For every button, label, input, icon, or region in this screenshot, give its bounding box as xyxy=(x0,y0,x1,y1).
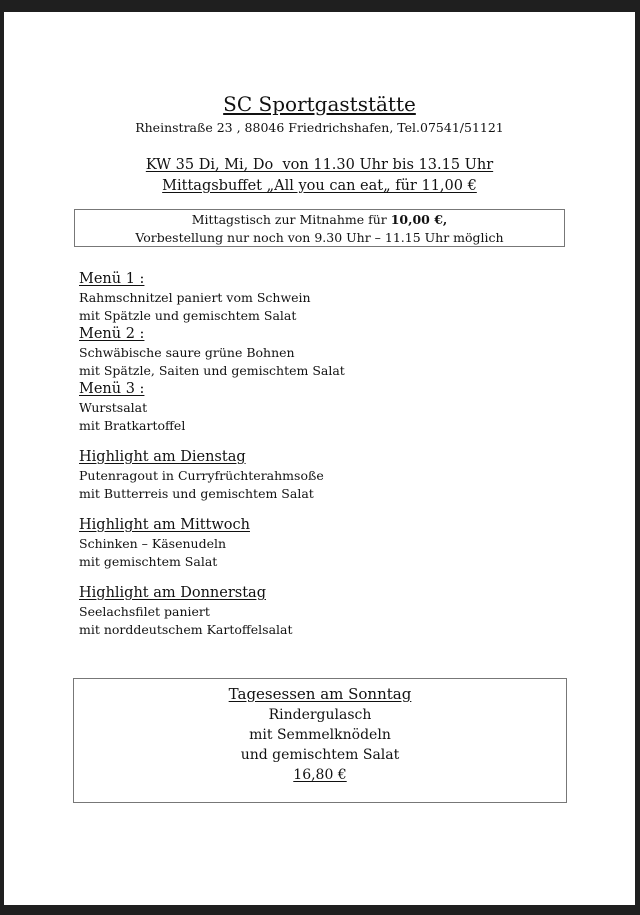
menu-heading: Menü 2 : xyxy=(79,326,145,342)
takeaway-line-2: Vorbestellung nur noch von 9.30 Uhr – 11.15 Uhr möglich xyxy=(135,230,504,245)
menu-heading: Menü 1 : xyxy=(79,271,145,287)
menu-list xyxy=(79,270,579,639)
sunday-price: 16,80 € xyxy=(293,767,347,783)
menu-line: Schwäbische saure grüne Bohnen xyxy=(79,345,295,360)
takeaway-line-1 xyxy=(75,211,564,229)
menu-line: mit Bratkartoffel xyxy=(79,418,186,433)
takeaway-price: 10,00 €, xyxy=(390,212,448,227)
highlight-wednesday xyxy=(79,516,579,571)
highlight-line: mit norddeutschem Kartoffelsalat xyxy=(79,622,293,637)
menu-line: mit Spätzle und gemischtem Salat xyxy=(79,308,297,323)
highlight-line: mit Butterreis und gemischtem Salat xyxy=(79,486,314,501)
menu-1 xyxy=(79,270,579,325)
takeaway-text: Mittagstisch zur Mitnahme für xyxy=(191,212,391,227)
restaurant-title: SC Sportgaststätte xyxy=(223,92,416,116)
highlight-tuesday xyxy=(79,448,579,503)
highlight-heading: Highlight am Mittwoch xyxy=(79,517,250,533)
highlight-heading: Highlight am Donnerstag xyxy=(79,585,266,601)
sunday-line: und gemischtem Salat xyxy=(240,747,400,763)
menu-3 xyxy=(79,380,579,435)
buffet-line: Mittagsbuffet „All you can eat„ für 11,00 € xyxy=(162,178,477,194)
sunday-box xyxy=(73,678,567,803)
sunday-line: Rindergulasch xyxy=(268,707,372,723)
highlight-thursday xyxy=(79,584,579,639)
menu-heading: Menü 3 : xyxy=(79,381,145,397)
highlight-line: mit gemischtem Salat xyxy=(79,554,218,569)
week-hours-line: KW 35 Di, Mi, Do von 11.30 Uhr bis 13.15 Uhr xyxy=(145,157,494,173)
highlight-line: Putenragout in Curryfrüchterahmsoße xyxy=(79,468,324,483)
highlight-line: Schinken – Käsenudeln xyxy=(79,536,227,551)
menu-line: Wurstsalat xyxy=(79,400,148,415)
takeaway-box xyxy=(74,209,565,247)
address-line: Rheinstraße 23 , 88046 Friedrichshafen, Tel.07541/51121 xyxy=(135,120,504,135)
menu-2 xyxy=(79,325,579,380)
opening-info xyxy=(4,155,635,197)
menu-line: Rahmschnitzel paniert vom Schwein xyxy=(79,290,311,305)
sunday-line: mit Semmelknödeln xyxy=(249,727,391,743)
sunday-heading: Tagesessen am Sonntag xyxy=(228,685,412,703)
highlight-line: Seelachsfilet paniert xyxy=(79,604,210,619)
menu-sheet xyxy=(4,12,635,905)
highlight-heading: Highlight am Dienstag xyxy=(79,449,246,465)
menu-line: mit Spätzle, Saiten und gemischtem Salat xyxy=(79,363,345,378)
